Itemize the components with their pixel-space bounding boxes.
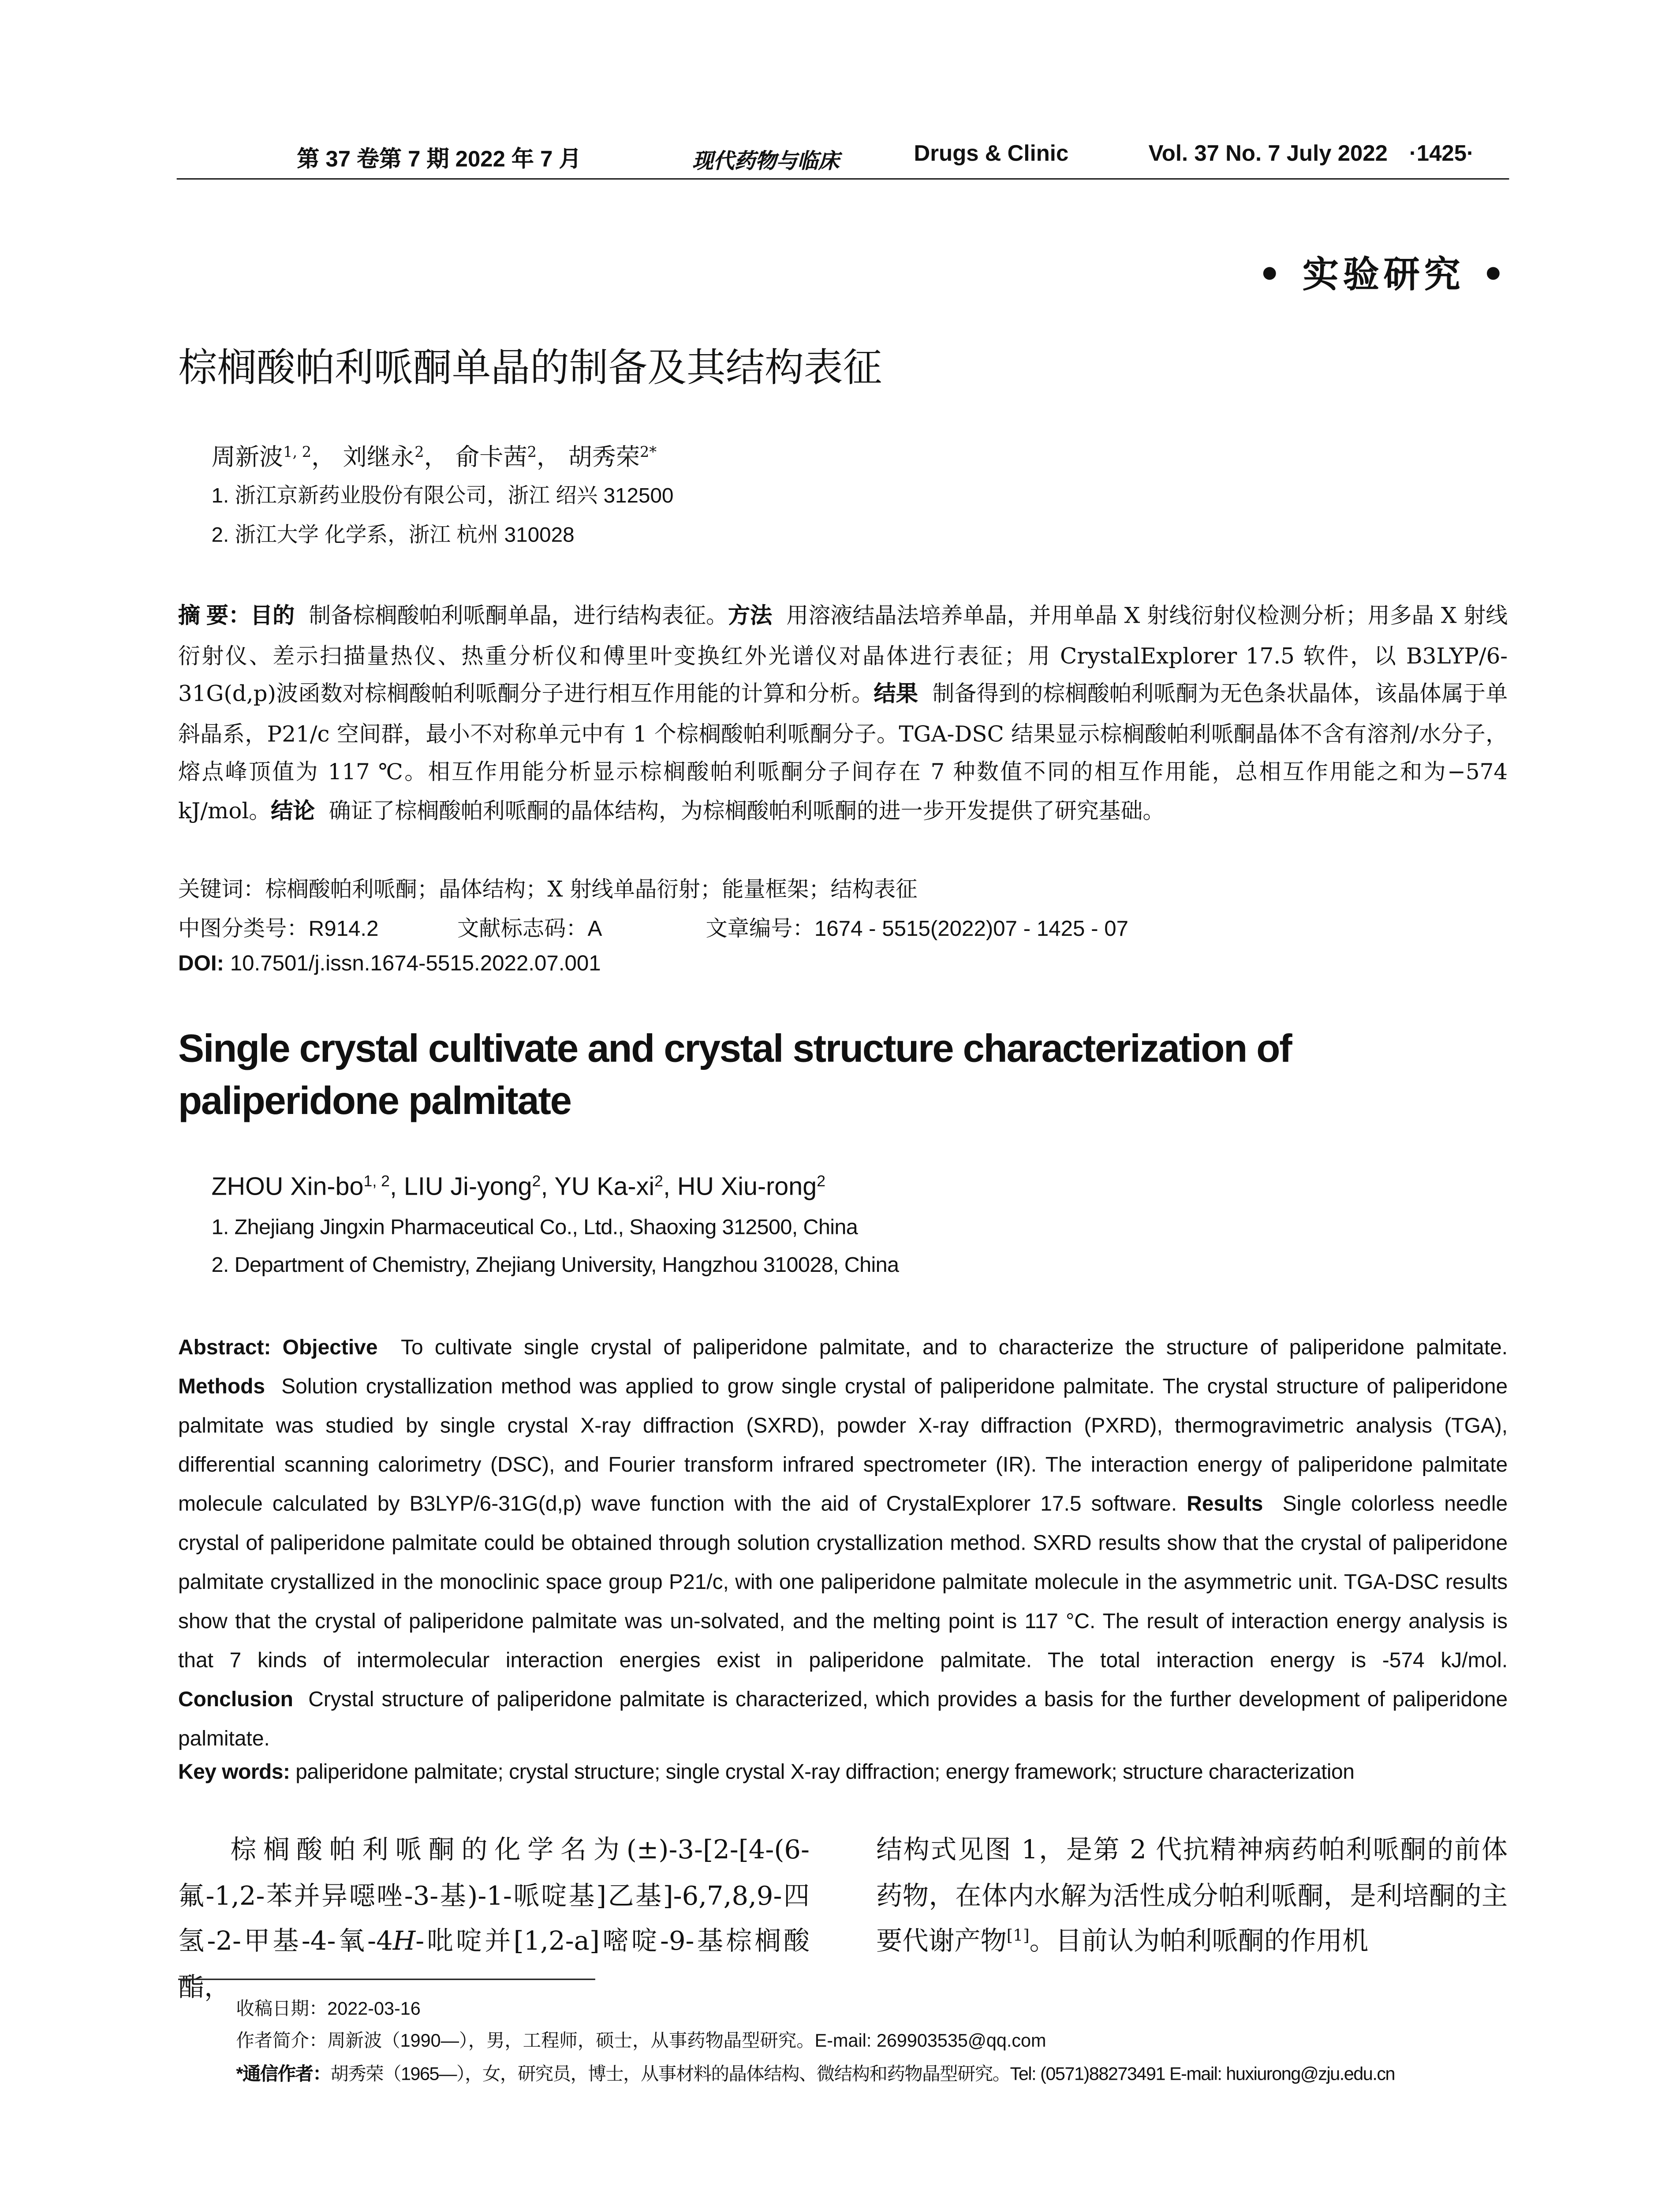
en-author-name: HU Xiu-rong <box>677 1172 817 1201</box>
en-keywords-text: paliperidone palmitate; crystal structure; single crystal X-ray diffraction; energy framework; structure characterization <box>295 1761 1355 1785</box>
cn-author-sup: 2 <box>414 445 424 461</box>
cn-author-sup: 1, 2 <box>283 445 312 461</box>
cn-title: 棕榈酸帕利哌酮单晶的制备及其结构表征 <box>178 346 882 390</box>
header-journal-cn: 现代药物与临床 <box>692 149 840 174</box>
cn-conclusion-label: 结论 <box>271 799 315 824</box>
cn-author-name: 俞卡茜 <box>455 443 527 471</box>
doc-code-label: 文献标志码： <box>457 917 588 942</box>
footnote-author-bio: 作者简介：周新波（1990—），男，工程师，硕士，从事药物晶型研究。E-mail: 269903535@qq.com <box>236 2030 1046 2051</box>
en-results-label: Results <box>1187 1493 1263 1517</box>
en-conclusion-label: Conclusion <box>178 1689 294 1712</box>
doi-line <box>178 952 601 976</box>
cn-author-name: 胡秀荣 <box>568 443 640 471</box>
cn-classification-line <box>178 912 1128 943</box>
header-volume-en: Vol. 37 No. 7 July 2022 <box>1148 142 1388 167</box>
body-left-text: 棕榈酸帕利哌酮的化学名为(±)-3-[2-[4-(6-氟-1,2-苯并异噁唑-3-基)-1-哌啶基]乙基]-6,7,8,9-四氢-2-甲基-4-氧-4 <box>178 1835 810 1957</box>
cn-author-sup: 2* <box>640 445 657 461</box>
en-author-name: LIU Ji-yong <box>403 1172 532 1201</box>
en-conclusion-text: Crystal structure of paliperidone palmitate is characterized, which provides a basis for the further development of paliperidone palmitate. <box>178 1689 1508 1751</box>
en-objective-label: Objective <box>282 1337 378 1360</box>
cn-affiliation: 2. 浙江大学 化学系，浙江 杭州 310028 <box>211 524 575 548</box>
en-author-sup: 2 <box>532 1173 541 1191</box>
en-methods-text: Solution crystallization method was applied to grow single crystal of paliperidone palmitate. The crystal structure of paliperidone palmitate was studied by single crystal X-ray diffraction (SXRD), powder X-ray diffraction (PXRD), thermogravimetric analysis (TGA), differential scanning calorimetry (DSC), and Fourier transform infrared spectrometer (IR). The interaction energy of paliperidone palmitate molecule calculated by B3LYP/6-31G(d,p) wave function with the aid of CrystalExplorer 17.5 software. <box>178 1376 1508 1517</box>
en-abstract-label: Abstract: <box>178 1337 271 1360</box>
footnote-rule <box>178 1979 595 1980</box>
body-right-text: 结构式见图 1，是第 2 代抗精神病药帕利哌酮的前体药物，在体内水解为活性成分帕利哌酮，是利培酮的主要代谢产物 <box>876 1835 1508 1957</box>
en-objective-text: To cultivate single crystal of paliperidone palmitate, and to characterize the structure of paliperidone palmitate. <box>401 1337 1508 1360</box>
cn-results-text: 制备得到的棕榈酸帕利哌酮为无色条状晶体，该晶体属于单斜晶系，P21/c 空间群，最小不对称单元中有 1 个棕榈酸帕利哌酮分子。TGA-DSC 结果显示棕榈酸帕利哌酮晶体不含有溶剂/水分子，熔点峰顶值为 117 ℃。相互作用能分析显示棕榈酸帕利哌酮分子间存在 7 种数值不同的相互作用能，总相互作用能之和为−574 kJ/mol。 <box>178 681 1508 824</box>
body-right-citation: [1] <box>1006 1926 1030 1945</box>
clc-value: R914.2 <box>308 917 379 942</box>
body-left-italic: H <box>392 1926 416 1957</box>
cn-author-sup: 2 <box>527 445 537 461</box>
cn-results-label: 结果 <box>874 682 918 707</box>
cn-affiliation: 1. 浙江京新药业股份有限公司，浙江 绍兴 312500 <box>211 485 674 508</box>
en-results-text: Single colorless needle crystal of paliperidone palmitate could be obtained through solution crystallization method. SXRD results show that the crystal of paliperidone palmitate crystallized in the monoclinic space group P21/c, with one paliperidone palmitate molecule in the asymmetric unit. TGA-DSC results show that the crystal of paliperidone palmitate was un-solvated, and the melting point is 117 °C. The result of interaction energy analysis is that 7 kinds of intermolecular interaction energies exist in paliperidone palmitate. The total interaction energy is -574 kJ/mol. <box>178 1493 1508 1673</box>
cn-authors: 周新波$^{1, 2}$， 刘继永$^2$， 俞卡茜$^2$， 胡秀荣$^{2*}$ <box>211 443 657 471</box>
en-affiliation: 2. Department of Chemistry, Zhejiang University, Hangzhou 310028, China <box>211 1254 899 1278</box>
header-journal-en: Drugs & Clinic <box>914 142 1069 167</box>
en-author-sup: 2 <box>817 1173 826 1191</box>
cn-author-name: 周新波 <box>211 443 284 471</box>
footnote-received: 收稿日期：2022-03-16 <box>236 1999 421 2019</box>
article-no-value: 1674 - 5515(2022)07 - 1425 - 07 <box>814 917 1129 942</box>
en-methods-label: Methods <box>178 1376 265 1399</box>
body-column-left <box>178 1828 810 2011</box>
doi-label: DOI: <box>178 951 224 976</box>
doi-value: 10.7501/j.issn.1674-5515.2022.07.001 <box>230 951 601 976</box>
section-tag: • 实验研究 • <box>1258 253 1509 296</box>
body-left-text-end: -吡啶并[1,2-a]嘧啶-9-基棕榈酸酯， <box>178 1926 810 2003</box>
en-author-name: YU Ka-xi <box>554 1172 655 1201</box>
en-author-sup: 2 <box>654 1173 663 1191</box>
en-affiliation: 1. Zhejiang Jingxin Pharmaceutical Co., Ltd., Shaoxing 312500, China <box>211 1216 858 1240</box>
body-column-right <box>876 1828 1508 1965</box>
footnote-corr-text: 胡秀荣（1965—），女，研究员，博士，从事材料的晶体结构、微结构和药物晶型研究。Tel: (0571)88273491 E-mail: huxiurong@zju.edu.cn <box>330 2064 1395 2085</box>
en-author-name: ZHOU Xin-bo <box>211 1172 364 1201</box>
cn-methods-text: 用溶液结晶法培养单晶，并用单晶 X 射线衍射仪检测分析；用多晶 X 射线衍射仪、差示扫描量热仪、热重分析仪和傅里叶变换红外光谱仪对晶体进行表征；用 CrystalExplorer 17.5 软件，以 B3LYP/6-31G(d,p)波函数对棕榈酸帕利哌酮分子进行相互作用能的计算和分析。 <box>178 602 1508 707</box>
header-volume-cn: 第 37 卷第 7 期 2022 年 7 月 <box>297 148 582 172</box>
cn-author-name: 刘继永 <box>343 443 415 471</box>
cn-methods-label: 方法 <box>728 604 773 629</box>
cn-objective-text: 制备棕榈酸帕利哌酮单晶，进行结构表征。 <box>309 602 728 629</box>
cn-abstract-label: 摘 要： <box>178 604 251 629</box>
cn-abstract <box>178 597 1508 832</box>
en-authors: ZHOU Xin-bo$^{1, 2}$, LIU Ji-yong$^2$, YU $Ka-xi^2$, HU Xiu-rong$^2$ <box>211 1172 826 1201</box>
en-author-sup: 1, 2 <box>363 1173 390 1191</box>
clc-label: 中图分类号： <box>178 917 309 942</box>
footnote-corr-label: *通信作者： <box>236 2064 331 2085</box>
en-keywords <box>178 1761 1508 1785</box>
article-no-label: 文章编号： <box>706 917 814 942</box>
en-keywords-label: Key words: <box>178 1761 290 1785</box>
en-abstract <box>178 1330 1508 1760</box>
doc-code-value: A <box>587 917 601 942</box>
body-right-text-end: 。目前认为帕利哌酮的作用机 <box>1029 1926 1369 1957</box>
footnote-corresponding-author <box>236 2058 1395 2085</box>
cn-keywords: 关键词：棕榈酸帕利哌酮；晶体结构；X 射线单晶衍射；能量框架；结构表征 <box>178 876 918 903</box>
header-page-number: ·1425· <box>1409 142 1475 167</box>
en-title: Single crystal cultivate and crystal structure characterization of paliperidone palmitate <box>178 1027 1292 1123</box>
cn-conclusion-text: 确证了棕榈酸帕利哌酮的晶体结构，为棕榈酸帕利哌酮的进一步开发提供了研究基础。 <box>329 798 1165 824</box>
cn-objective-label: 目的 <box>250 604 295 629</box>
header-rule <box>177 178 1509 179</box>
